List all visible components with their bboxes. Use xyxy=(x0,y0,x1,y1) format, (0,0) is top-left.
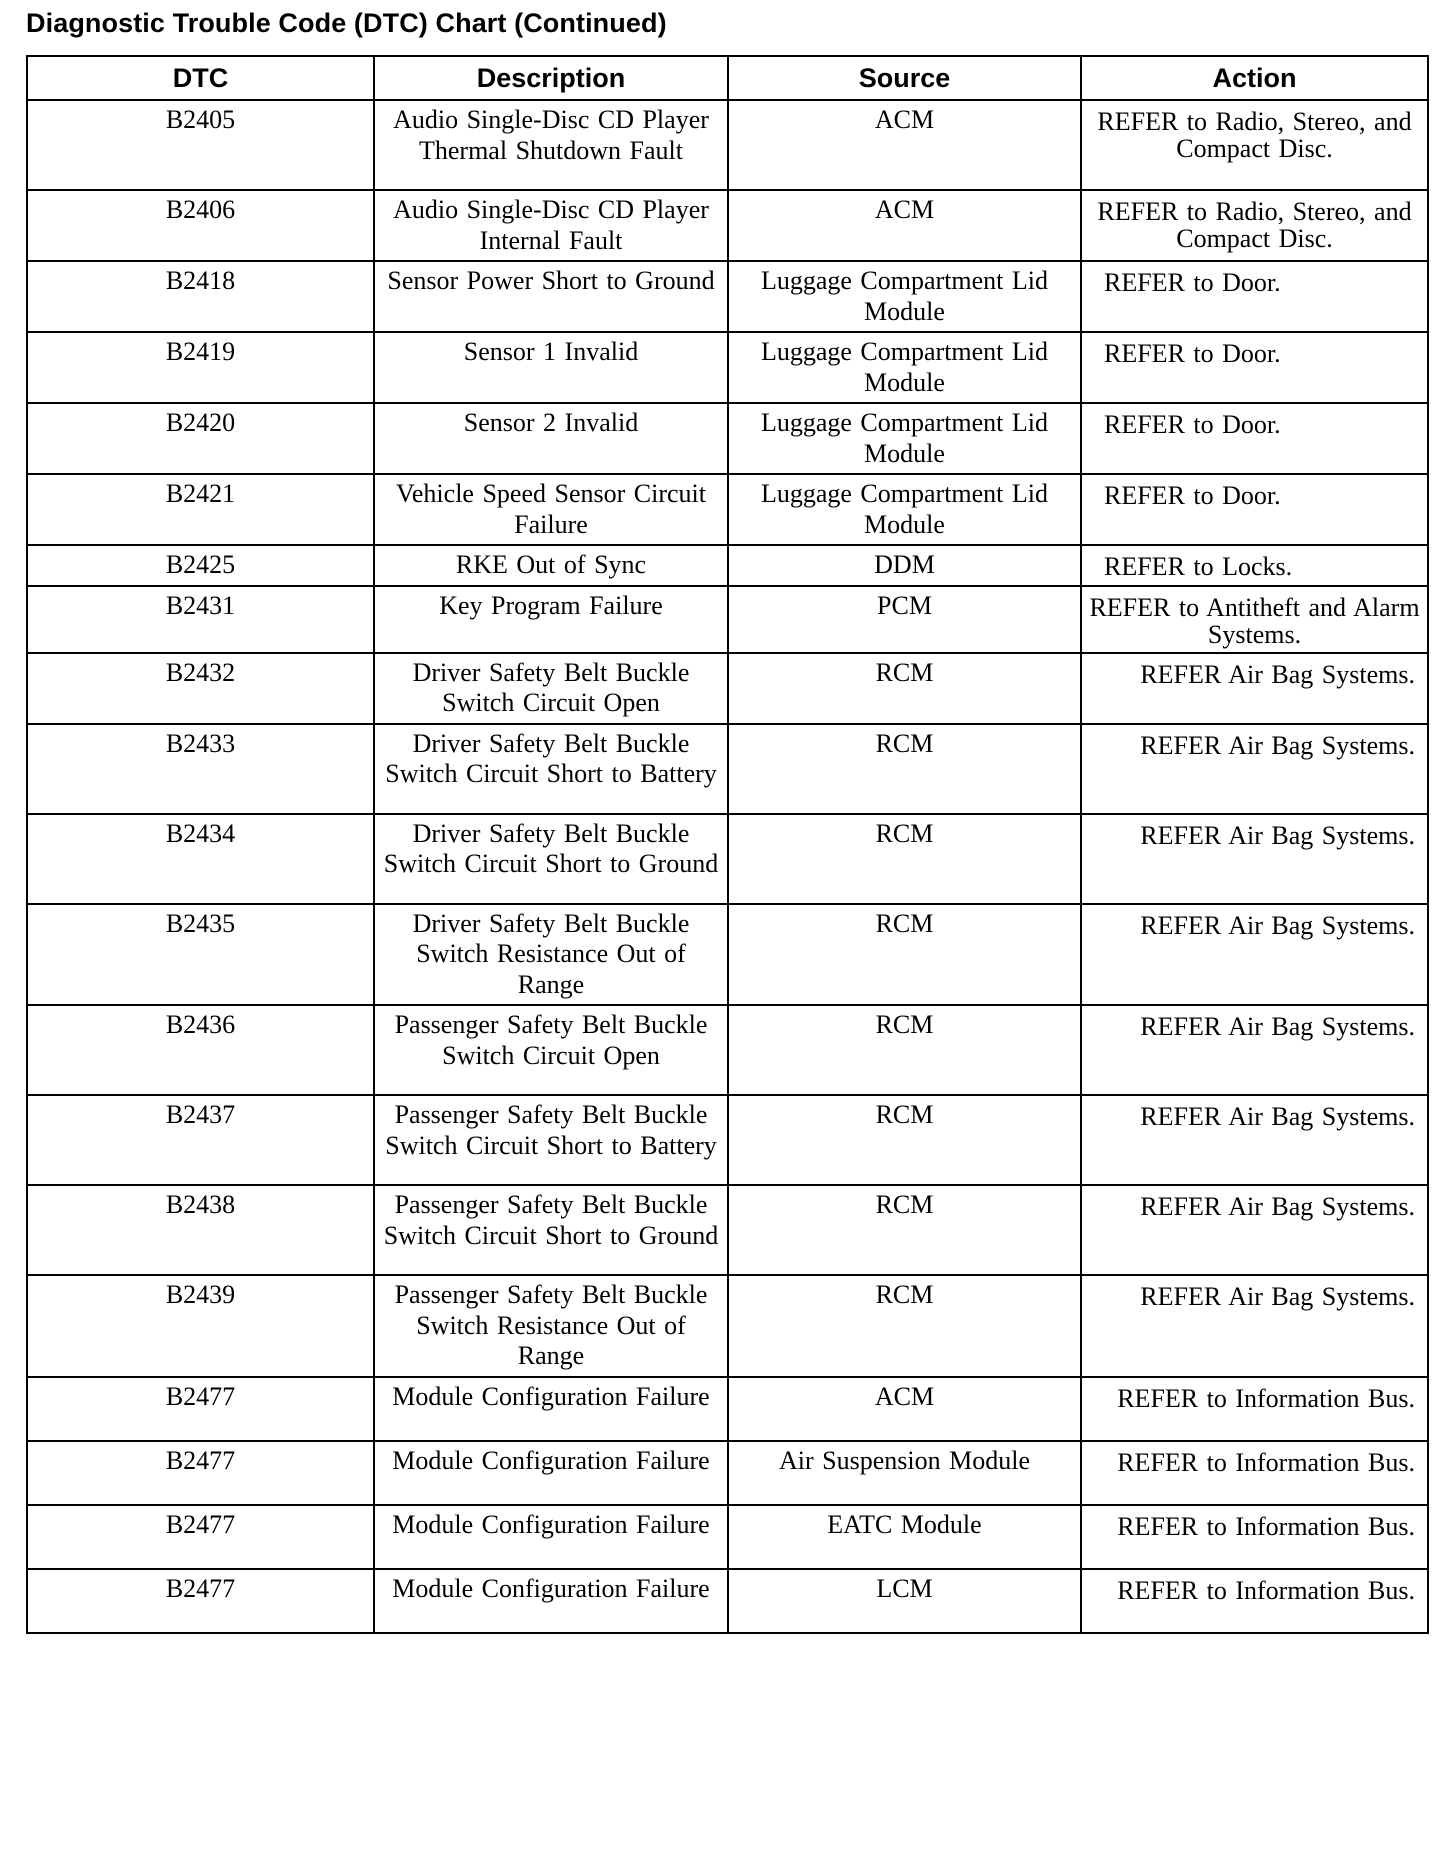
description-cell: Passenger Safety Belt Buckle Switch Circuit Short to Battery xyxy=(374,1095,728,1185)
table-row xyxy=(27,545,1428,586)
table-row xyxy=(27,1569,1428,1633)
description-cell: Module Configuration Failure xyxy=(374,1441,728,1505)
table-row xyxy=(27,1185,1428,1275)
source-cell: Luggage Compartment Lid Module xyxy=(728,261,1081,332)
dtc-code-cell: B2477 xyxy=(27,1505,374,1569)
table-row xyxy=(27,904,1428,1006)
source-cell: Luggage Compartment Lid Module xyxy=(728,332,1081,403)
dtc-code-cell: B2435 xyxy=(27,904,374,1006)
source-cell: RCM xyxy=(728,1275,1081,1377)
source-cell: Air Suspension Module xyxy=(728,1441,1081,1505)
source-cell: Luggage Compartment Lid Module xyxy=(728,403,1081,474)
table-row xyxy=(27,474,1428,545)
source-cell: RCM xyxy=(728,1185,1081,1275)
source-cell: RCM xyxy=(728,904,1081,1006)
description-cell: Passenger Safety Belt Buckle Switch Circuit Short to Ground xyxy=(374,1185,728,1275)
description-cell: Vehicle Speed Sensor Circuit Failure xyxy=(374,474,728,545)
dtc-code-cell: B2419 xyxy=(27,332,374,403)
column-header-description: Description xyxy=(374,56,728,100)
action-cell: REFER Air Bag Systems. xyxy=(1081,724,1428,814)
table-row xyxy=(27,261,1428,332)
dtc-code-cell: B2438 xyxy=(27,1185,374,1275)
action-cell: REFER to Information Bus. xyxy=(1081,1441,1428,1505)
dtc-code-cell: B2477 xyxy=(27,1377,374,1441)
source-cell: RCM xyxy=(728,1005,1081,1095)
action-cell: REFER to Door. xyxy=(1081,403,1428,474)
table-row xyxy=(27,1505,1428,1569)
dtc-code-cell: B2432 xyxy=(27,653,374,724)
dtc-code-cell: B2420 xyxy=(27,403,374,474)
column-header-source: Source xyxy=(728,56,1081,100)
dtc-code-cell: B2405 xyxy=(27,100,374,190)
dtc-code-cell: B2433 xyxy=(27,724,374,814)
dtc-code-cell: B2421 xyxy=(27,474,374,545)
action-cell: REFER to Door. xyxy=(1081,332,1428,403)
table-row xyxy=(27,724,1428,814)
action-cell: REFER to Antitheft and Alarm Systems. xyxy=(1081,586,1428,653)
description-cell: Driver Safety Belt Buckle Switch Circuit Open xyxy=(374,653,728,724)
action-cell: REFER to Information Bus. xyxy=(1081,1505,1428,1569)
description-cell: Passenger Safety Belt Buckle Switch Circuit Open xyxy=(374,1005,728,1095)
description-cell: Audio Single-Disc CD Player Thermal Shutdown Fault xyxy=(374,100,728,190)
dtc-code-cell: B2477 xyxy=(27,1441,374,1505)
source-cell: RCM xyxy=(728,814,1081,904)
table-row xyxy=(27,1005,1428,1095)
action-cell: REFER Air Bag Systems. xyxy=(1081,653,1428,724)
description-cell: Audio Single-Disc CD Player Internal Fault xyxy=(374,190,728,261)
action-cell: REFER Air Bag Systems. xyxy=(1081,1275,1428,1377)
dtc-code-cell: B2406 xyxy=(27,190,374,261)
source-cell: PCM xyxy=(728,586,1081,653)
table-row xyxy=(27,814,1428,904)
table-row xyxy=(27,1095,1428,1185)
description-cell: Passenger Safety Belt Buckle Switch Resistance Out of Range xyxy=(374,1275,728,1377)
source-cell: RCM xyxy=(728,1095,1081,1185)
description-cell: Sensor 1 Invalid xyxy=(374,332,728,403)
column-header-dtc: DTC xyxy=(27,56,374,100)
source-cell: EATC Module xyxy=(728,1505,1081,1569)
dtc-code-cell: B2418 xyxy=(27,261,374,332)
dtc-code-cell: B2436 xyxy=(27,1005,374,1095)
dtc-code-cell: B2477 xyxy=(27,1569,374,1633)
table-row xyxy=(27,1275,1428,1377)
table-row xyxy=(27,332,1428,403)
table-row xyxy=(27,1441,1428,1505)
dtc-code-cell: B2439 xyxy=(27,1275,374,1377)
table-row xyxy=(27,190,1428,261)
source-cell: RCM xyxy=(728,724,1081,814)
action-cell: REFER Air Bag Systems. xyxy=(1081,904,1428,1006)
action-cell: REFER Air Bag Systems. xyxy=(1081,814,1428,904)
dtc-chart-table xyxy=(26,55,1429,1634)
action-cell: REFER Air Bag Systems. xyxy=(1081,1185,1428,1275)
source-cell: RCM xyxy=(728,653,1081,724)
description-cell: Module Configuration Failure xyxy=(374,1569,728,1633)
table-row xyxy=(27,586,1428,653)
table-header-row xyxy=(27,56,1428,100)
description-cell: Sensor Power Short to Ground xyxy=(374,261,728,332)
dtc-code-cell: B2425 xyxy=(27,545,374,586)
action-cell: REFER to Door. xyxy=(1081,474,1428,545)
dtc-code-cell: B2434 xyxy=(27,814,374,904)
description-cell: Module Configuration Failure xyxy=(374,1377,728,1441)
action-cell: REFER to Radio, Stereo, and Compact Disc. xyxy=(1081,100,1428,190)
source-cell: ACM xyxy=(728,190,1081,261)
action-cell: REFER to Information Bus. xyxy=(1081,1569,1428,1633)
column-header-action: Action xyxy=(1081,56,1428,100)
table-row xyxy=(27,403,1428,474)
source-cell: DDM xyxy=(728,545,1081,586)
description-cell: Module Configuration Failure xyxy=(374,1505,728,1569)
action-cell: REFER Air Bag Systems. xyxy=(1081,1005,1428,1095)
source-cell: Luggage Compartment Lid Module xyxy=(728,474,1081,545)
source-cell: LCM xyxy=(728,1569,1081,1633)
description-cell: Driver Safety Belt Buckle Switch Circuit Short to Ground xyxy=(374,814,728,904)
description-cell: Key Program Failure xyxy=(374,586,728,653)
action-cell: REFER to Door. xyxy=(1081,261,1428,332)
description-cell: RKE Out of Sync xyxy=(374,545,728,586)
action-cell: REFER to Locks. xyxy=(1081,545,1428,586)
action-cell: REFER to Radio, Stereo, and Compact Disc. xyxy=(1081,190,1428,261)
dtc-code-cell: B2437 xyxy=(27,1095,374,1185)
source-cell: ACM xyxy=(728,100,1081,190)
page-title: Diagnostic Trouble Code (DTC) Chart (Continued) xyxy=(26,8,667,38)
source-cell: ACM xyxy=(728,1377,1081,1441)
description-cell: Driver Safety Belt Buckle Switch Resistance Out of Range xyxy=(374,904,728,1006)
dtc-code-cell: B2431 xyxy=(27,586,374,653)
table-row xyxy=(27,100,1428,190)
action-cell: REFER Air Bag Systems. xyxy=(1081,1095,1428,1185)
table-row xyxy=(27,1377,1428,1441)
description-cell: Driver Safety Belt Buckle Switch Circuit Short to Battery xyxy=(374,724,728,814)
description-cell: Sensor 2 Invalid xyxy=(374,403,728,474)
action-cell: REFER to Information Bus. xyxy=(1081,1377,1428,1441)
table-row xyxy=(27,653,1428,724)
